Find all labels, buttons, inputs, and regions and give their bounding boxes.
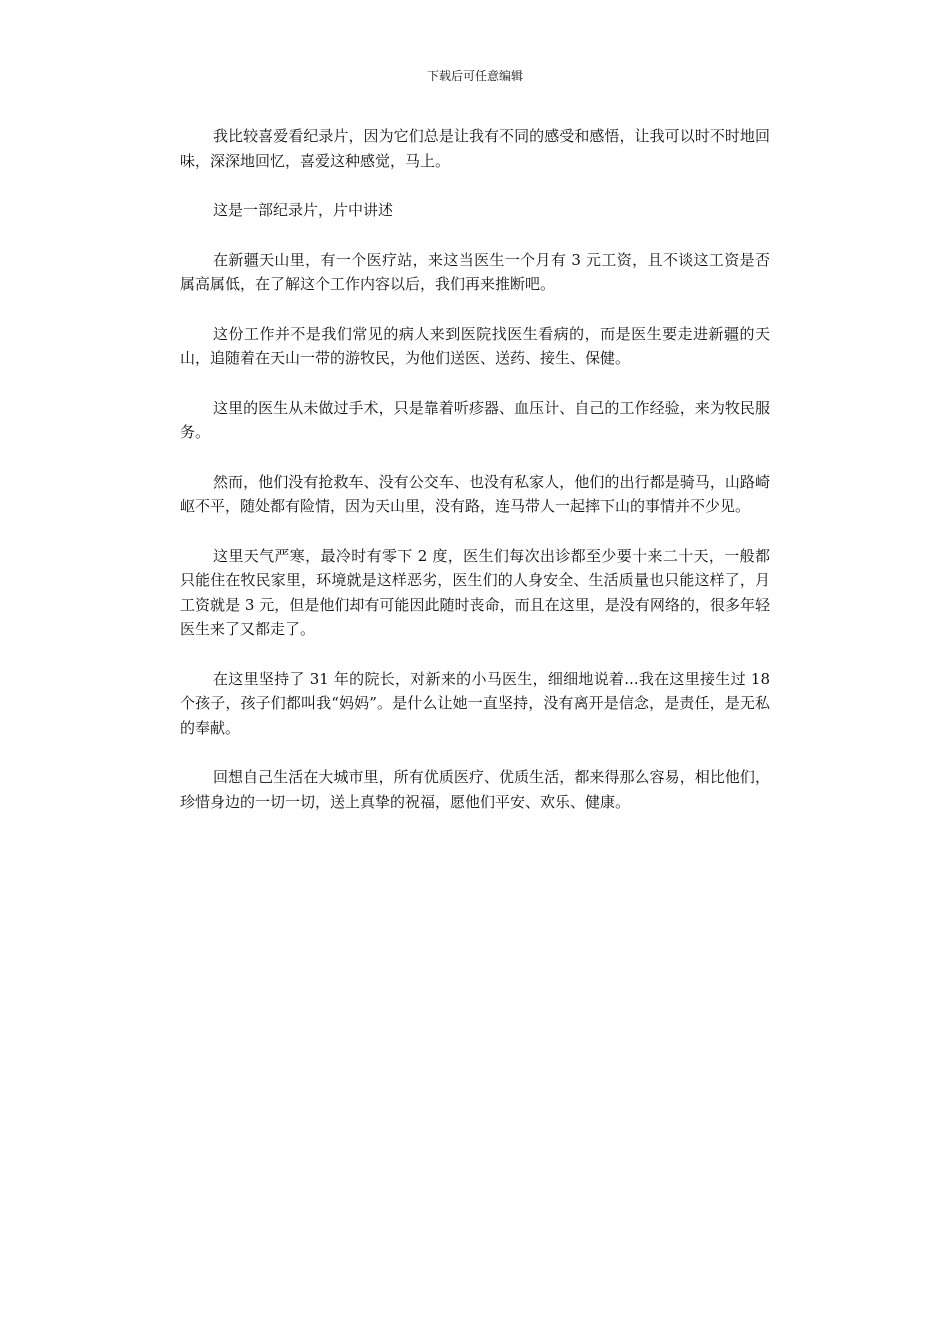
paragraph: 我比较喜爱看纪录片，因为它们总是让我有不同的感受和感悟，让我可以时不时地回味，深深地回忆，喜爱这种感觉，马上。 xyxy=(180,127,770,170)
paragraph: 然而，他们没有抢救车、没有公交车、也没有私家人，他们的出行都是骑马，山路崎岖不平，随处都有险情，因为天山里，没有路，连马带人一起摔下山的事情并不少见。 xyxy=(180,472,770,515)
paragraph: 这里天气严寒，最冷时有零下 2 度，医生们每次出诊都至少要十来二十天，一般都只能住在牧民家里，环境就是这样恶劣，医生们的人身安全、生活质量也只能这样了，月工资就是 3 元，但是他们却有可能因此随时丧命，而且在这里，是没有网络的，很多年轻医生来了又都走了。 xyxy=(180,546,770,638)
paragraph: 在新疆天山里，有一个医疗站，来这当医生一个月有 3 元工资，且不谈这工资是否属高属低，在了解这个工作内容以后，我们再来推断吧。 xyxy=(180,250,770,293)
paragraph: 这是一部纪录片，片中讲述 xyxy=(213,201,394,219)
paragraph: 这里的医生从未做过手术，只是靠着听疹器、血压计、自己的工作经验，来为牧民服务。 xyxy=(180,398,770,441)
page-header-note: 下载后可任意编辑 xyxy=(426,69,523,83)
document-body xyxy=(180,124,770,839)
paragraph: 回想自己生活在大城市里，所有优质医疗、优质生活，都来得那么容易，相比他们，珍惜身边的一切一切，送上真挚的祝福，愿他们平安、欢乐、健康。 xyxy=(180,768,770,811)
paragraph: 这份工作并不是我们常见的病人来到医院找医生看病的，而是医生要走进新疆的天山，追随着在天山一带的游牧民，为他们送医、送药、接生、保健。 xyxy=(180,324,770,367)
paragraph: 在这里坚持了 31 年的院长，对新来的小马医生，细细地说着...我在这里接生过 18 个孩子，孩子们都叫我“妈妈”。是什么让她一直坚持，没有离开是信念，是责任，是无私的奉献。 xyxy=(180,669,770,737)
